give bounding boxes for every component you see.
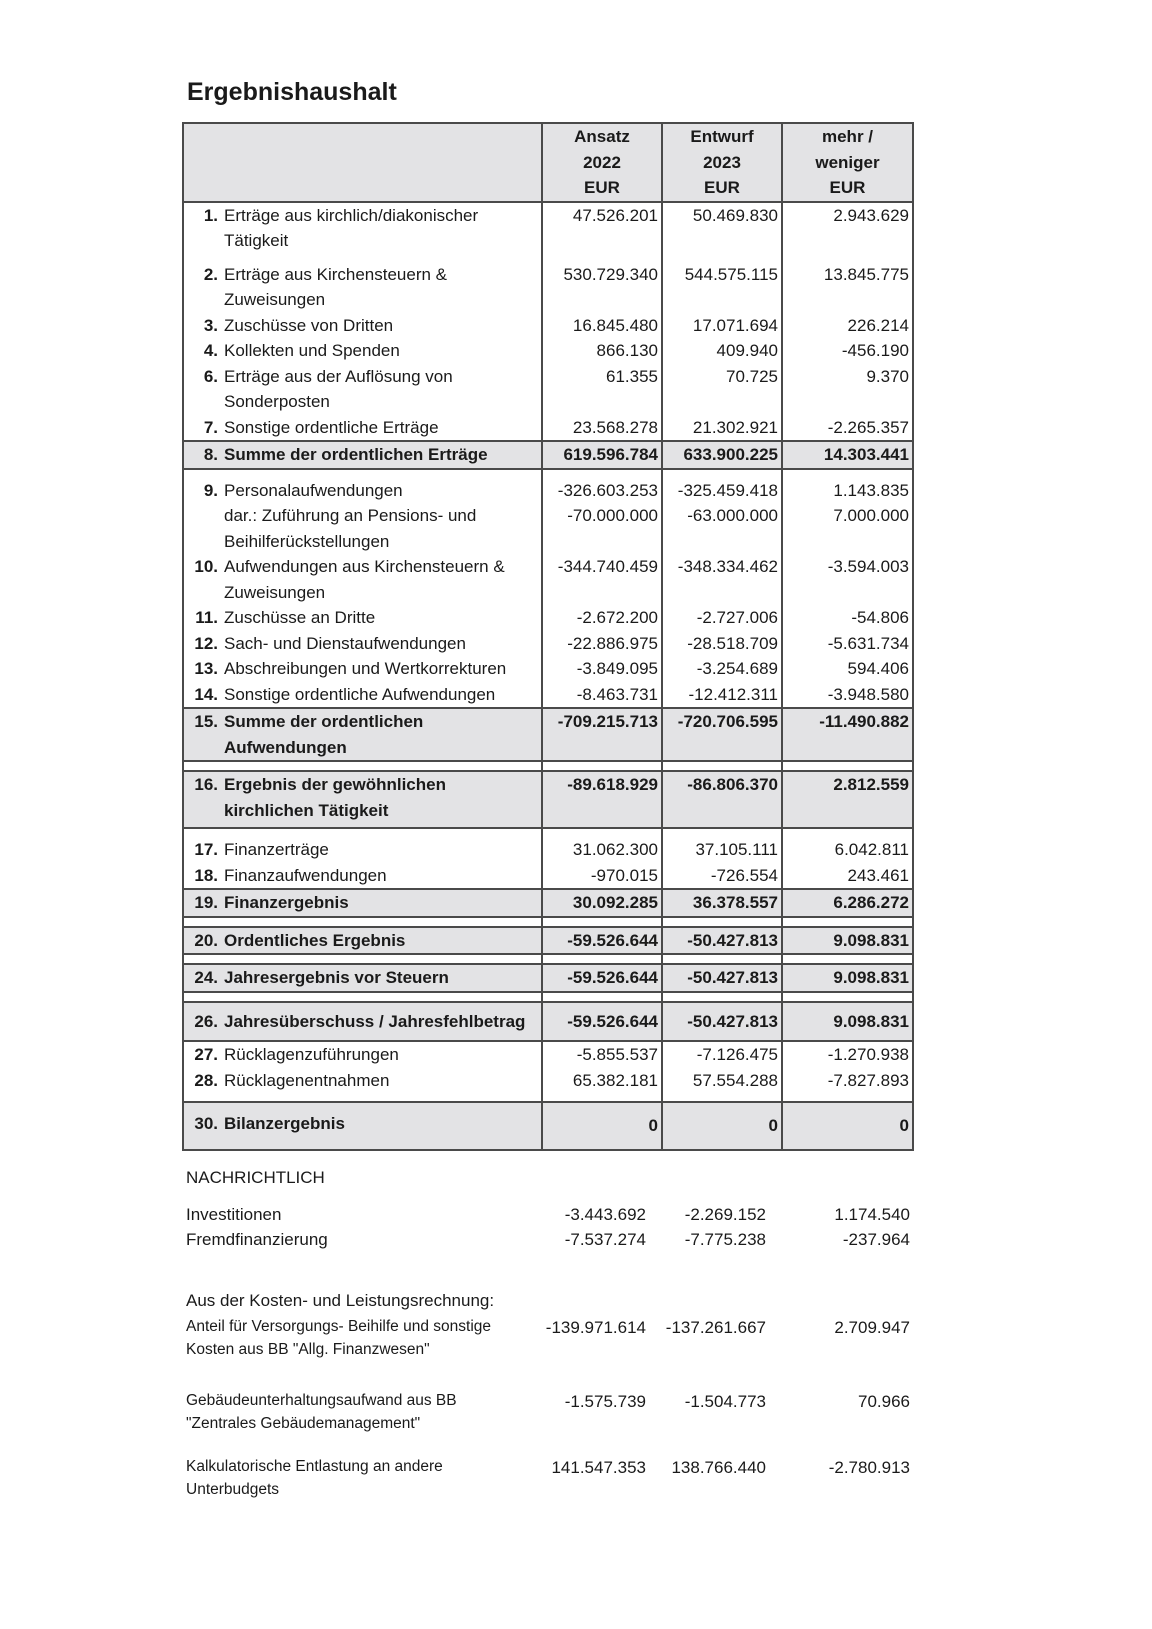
notes-label: Anteil für Versorgungs- Beihilfe und sonstige Kosten aus BB "Allg. Finanzwesen" xyxy=(186,1318,492,1358)
table-row xyxy=(183,605,913,631)
row-label: Personalaufwendungen xyxy=(224,480,403,500)
row-number: 27. xyxy=(194,1045,218,1064)
row-number: 4. xyxy=(203,341,218,360)
value-2023: 36.378.557 xyxy=(662,889,782,917)
row-label: Sonstige ordentliche Erträge xyxy=(224,417,439,437)
row-label: Zuschüsse von Dritten xyxy=(224,315,394,335)
row-label: Jahresergebnis vor Steuern xyxy=(224,968,449,987)
value-2023: 409.940 xyxy=(662,338,782,364)
value-2022: 23.568.278 xyxy=(542,415,662,442)
notes-section xyxy=(186,1165,910,1501)
table-row xyxy=(183,313,913,339)
value-2023: 50.469.830 xyxy=(662,202,782,254)
row-label: Rücklagenentnahmen xyxy=(224,1070,390,1090)
value-2022: -59.526.644 xyxy=(542,1002,662,1042)
value-2023: -63.000.000 xyxy=(662,503,782,554)
value-2022: -89.618.929 xyxy=(542,771,662,828)
value-diff: -3.948.580 xyxy=(782,682,913,709)
row-number: 9. xyxy=(203,480,218,500)
value-diff: 9.098.831 xyxy=(782,964,913,992)
table-row xyxy=(183,837,913,863)
notes-heading: NACHRICHTLICH xyxy=(186,1168,325,1187)
row-number xyxy=(187,503,224,554)
row-number: 1. xyxy=(203,205,218,225)
table-row xyxy=(183,262,913,313)
row-label: Sonstige ordentliche Aufwendungen xyxy=(224,684,496,704)
value-2022: -344.740.459 xyxy=(542,554,662,605)
value-diff: -7.827.893 xyxy=(782,1068,913,1103)
value-2022: 30.092.285 xyxy=(542,889,662,917)
value-diff: 2.943.629 xyxy=(782,202,913,254)
value-2022: 530.729.340 xyxy=(542,262,662,313)
value-2023: 633.900.225 xyxy=(662,441,782,469)
table-row xyxy=(183,503,913,554)
value-2022: -3.443.692 xyxy=(564,1205,646,1224)
row-number: 26. xyxy=(194,1011,218,1031)
value-2022: -326.603.253 xyxy=(542,478,662,504)
value-2022: 0 xyxy=(542,1102,662,1150)
table-row xyxy=(183,364,913,415)
value-2023: 21.302.921 xyxy=(662,415,782,442)
budget-table xyxy=(182,122,914,1151)
value-2022: -2.672.200 xyxy=(542,605,662,631)
value-2023: -28.518.709 xyxy=(662,631,782,657)
value-2023: -325.459.418 xyxy=(662,478,782,504)
value-diff: 1.174.540 xyxy=(834,1205,910,1224)
value-diff: 2.812.559 xyxy=(782,771,913,828)
notes-label: Gebäudeunterhaltungsaufwand aus BB "Zentrales Gebäudemanagement" xyxy=(186,1392,457,1432)
value-diff: -2.265.357 xyxy=(782,415,913,442)
value-2022: -3.849.095 xyxy=(542,656,662,682)
row-number: 2. xyxy=(203,264,218,284)
row-label: Sach- und Dienstaufwendungen xyxy=(224,633,466,653)
summary-row xyxy=(183,964,913,992)
value-2023: -348.334.462 xyxy=(662,554,782,605)
value-diff: 2.709.947 xyxy=(834,1318,910,1337)
row-label: Summe der ordentlichen Erträge xyxy=(224,445,488,464)
value-2023: 57.554.288 xyxy=(662,1068,782,1103)
value-2022: -139.971.614 xyxy=(545,1318,646,1337)
value-2022: -8.463.731 xyxy=(542,682,662,709)
table-row xyxy=(183,202,913,254)
value-2023: -2.269.152 xyxy=(684,1205,766,1224)
row-label: Aufwendungen aus Kirchensteuern & Zuweisungen xyxy=(224,557,505,602)
value-diff: 14.303.441 xyxy=(782,441,913,469)
notes-row xyxy=(186,1315,910,1361)
value-2023: 37.105.111 xyxy=(662,837,782,863)
value-2022: 16.845.480 xyxy=(542,313,662,339)
row-number: 16. xyxy=(194,775,218,794)
row-number: 7. xyxy=(203,417,218,437)
value-2022: 619.596.784 xyxy=(542,441,662,469)
notes-row xyxy=(186,1202,910,1227)
row-number: 10. xyxy=(194,557,218,576)
value-2023: -50.427.813 xyxy=(662,927,782,955)
row-number: 12. xyxy=(194,633,218,653)
value-diff: 1.143.835 xyxy=(782,478,913,504)
row-label: Jahresüberschuss / Jahresfehlbetrag xyxy=(224,1011,526,1031)
value-2022: 61.355 xyxy=(542,364,662,415)
notes-row xyxy=(186,1389,910,1435)
value-2022: 47.526.201 xyxy=(542,202,662,254)
row-label: Erträge aus der Auflösung von Sonderposten xyxy=(224,366,453,411)
page-title: Ergebnishaushalt xyxy=(187,78,397,106)
value-diff: 9.098.831 xyxy=(782,927,913,955)
value-2023: 544.575.115 xyxy=(662,262,782,313)
row-number: 6. xyxy=(203,366,218,386)
row-label: dar.: Zuführung an Pensions- und Beihilferückstellungen xyxy=(224,506,477,551)
value-2023: -2.727.006 xyxy=(662,605,782,631)
table-row xyxy=(183,863,913,890)
row-label: Ordentliches Ergebnis xyxy=(224,930,406,950)
table-row xyxy=(183,478,913,504)
value-2023: -137.261.667 xyxy=(665,1318,766,1337)
row-number: 19. xyxy=(194,893,218,912)
value-diff: 594.406 xyxy=(782,656,913,682)
value-diff: -11.490.882 xyxy=(782,708,913,761)
value-diff: -1.270.938 xyxy=(782,1041,913,1068)
row-label: Erträge aus Kirchensteuern & Zuweisungen xyxy=(224,264,448,309)
klr-heading: Aus der Kosten- und Leistungsrechnung: xyxy=(186,1291,495,1310)
value-diff: -54.806 xyxy=(782,605,913,631)
notes-label: Kalkulatorische Entlastung an andere Unterbudgets xyxy=(186,1458,443,1498)
value-diff: 9.370 xyxy=(782,364,913,415)
row-number: 30. xyxy=(194,1114,218,1133)
value-diff: 226.214 xyxy=(782,313,913,339)
value-2023: -86.806.370 xyxy=(662,771,782,828)
value-2023: 138.766.440 xyxy=(671,1458,766,1477)
row-label: Erträge aus kirchlich/diakonischer Tätigkeit xyxy=(224,205,479,250)
value-diff: -237.964 xyxy=(842,1230,910,1249)
notes-label: Fremdfinanzierung xyxy=(186,1230,328,1249)
notes-row xyxy=(186,1455,910,1501)
value-diff: 6.286.272 xyxy=(782,889,913,917)
value-2023: 70.725 xyxy=(662,364,782,415)
row-number: 11. xyxy=(195,608,218,627)
value-2022: -22.886.975 xyxy=(542,631,662,657)
value-diff: -5.631.734 xyxy=(782,631,913,657)
table-row xyxy=(183,554,913,605)
row-label: Summe der ordentlichen Aufwendungen xyxy=(224,712,424,757)
value-2023: -7.126.475 xyxy=(662,1041,782,1068)
row-number: 20. xyxy=(194,930,218,950)
value-diff: 0 xyxy=(782,1102,913,1150)
value-diff: 9.098.831 xyxy=(782,1002,913,1042)
row-number: 18. xyxy=(194,865,218,885)
value-2022: -59.526.644 xyxy=(542,964,662,992)
summary-row xyxy=(183,889,913,917)
table-row xyxy=(183,338,913,364)
row-number: 14. xyxy=(194,684,218,704)
summary-row xyxy=(183,771,913,828)
value-diff: 6.042.811 xyxy=(782,837,913,863)
value-2022: -5.855.537 xyxy=(542,1041,662,1068)
row-label: Rücklagenzuführungen xyxy=(224,1045,399,1064)
row-label: Ergebnis der gewöhnlichen kirchlichen Tätigkeit xyxy=(224,775,446,820)
summary-row xyxy=(183,708,913,761)
header-ansatz: Ansatz 2022 EUR xyxy=(542,123,662,202)
summary-row xyxy=(183,441,913,469)
notes-label: Investitionen xyxy=(186,1205,282,1224)
value-2023: -12.412.311 xyxy=(662,682,782,709)
value-2022: 31.062.300 xyxy=(542,837,662,863)
value-2023: -3.254.689 xyxy=(662,656,782,682)
row-label: Finanzergebnis xyxy=(224,893,349,912)
table-row xyxy=(183,631,913,657)
row-number: 15. xyxy=(194,712,218,731)
value-2022: -970.015 xyxy=(542,863,662,890)
value-2022: -709.215.713 xyxy=(542,708,662,761)
value-2023: -726.554 xyxy=(662,863,782,890)
value-diff: -456.190 xyxy=(782,338,913,364)
row-label: Abschreibungen und Wertkorrekturen xyxy=(224,659,507,678)
table-row xyxy=(183,1068,913,1103)
value-2022: 141.547.353 xyxy=(551,1458,646,1477)
value-diff: 13.845.775 xyxy=(782,262,913,313)
table-row xyxy=(183,682,913,709)
row-number: 3. xyxy=(203,315,218,335)
value-2023: 0 xyxy=(662,1102,782,1150)
value-2022: -7.537.274 xyxy=(564,1230,646,1249)
table-row xyxy=(183,415,913,442)
value-2022: -59.526.644 xyxy=(542,927,662,955)
value-diff: 243.461 xyxy=(782,863,913,890)
table-header xyxy=(183,123,913,202)
header-difference: mehr / weniger EUR xyxy=(782,123,913,202)
header-blank xyxy=(183,123,542,202)
value-diff: 7.000.000 xyxy=(782,503,913,554)
value-2023: -720.706.595 xyxy=(662,708,782,761)
value-2022: -70.000.000 xyxy=(542,503,662,554)
value-diff: -3.594.003 xyxy=(782,554,913,605)
row-number: 13. xyxy=(194,659,218,678)
value-2022: -1.575.739 xyxy=(564,1392,646,1411)
value-2023: -1.504.773 xyxy=(684,1392,766,1411)
table-row xyxy=(183,656,913,682)
row-label: Bilanzergebnis xyxy=(224,1114,345,1133)
value-2022: 65.382.181 xyxy=(542,1068,662,1103)
value-2023: -7.775.238 xyxy=(684,1230,766,1249)
row-label: Finanzerträge xyxy=(224,840,329,859)
value-2023: 17.071.694 xyxy=(662,313,782,339)
table-row xyxy=(183,1041,913,1068)
summary-row xyxy=(183,1102,913,1150)
row-label: Finanzaufwendungen xyxy=(224,865,387,885)
row-number: 8. xyxy=(203,445,218,464)
summary-row xyxy=(183,927,913,955)
row-number: 17. xyxy=(194,840,218,859)
header-entwurf: Entwurf 2023 EUR xyxy=(662,123,782,202)
row-number: 24. xyxy=(194,968,218,987)
value-2023: -50.427.813 xyxy=(662,1002,782,1042)
value-diff: -2.780.913 xyxy=(828,1458,910,1477)
value-2023: -50.427.813 xyxy=(662,964,782,992)
row-label: Zuschüsse an Dritte xyxy=(224,608,376,627)
summary-row xyxy=(183,1002,913,1042)
notes-row xyxy=(186,1227,910,1252)
value-2022: 866.130 xyxy=(542,338,662,364)
row-number: 28. xyxy=(194,1070,218,1090)
row-label: Kollekten und Spenden xyxy=(224,341,400,360)
value-diff: 70.966 xyxy=(858,1392,910,1411)
